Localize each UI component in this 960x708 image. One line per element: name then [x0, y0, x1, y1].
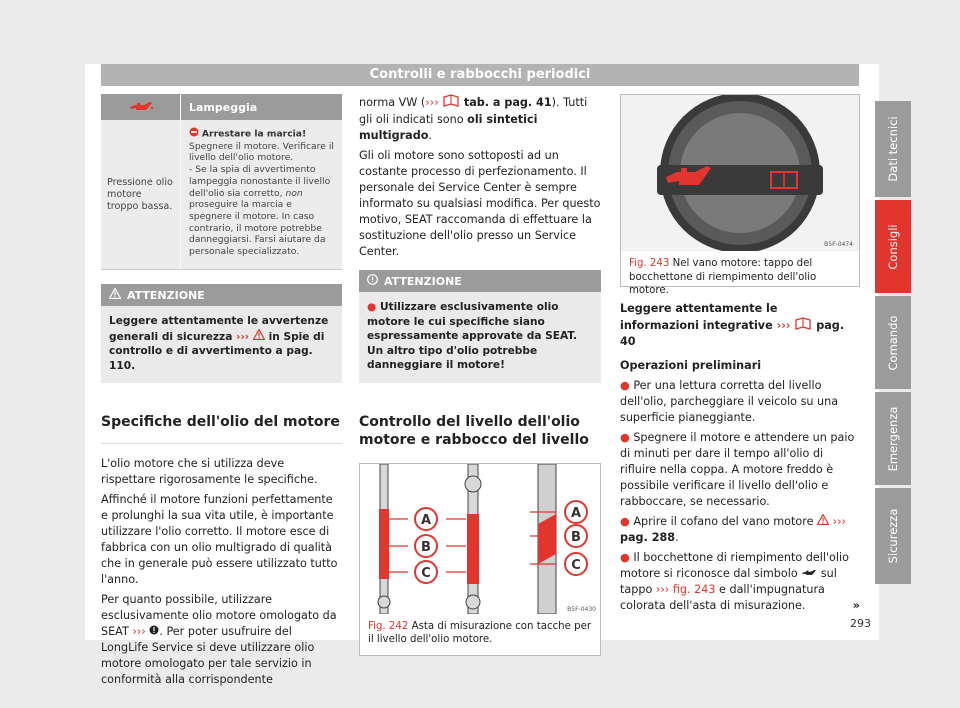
oil-cap-illustration — [621, 95, 859, 251]
figure-ref-link[interactable]: fig. 243 — [672, 582, 716, 596]
tab-sicurezza[interactable]: Sicurezza — [875, 488, 911, 584]
alert-body-2: - Se la spia di avvertimento lampeggia nonostante il livello dell'olio sia corretto, non proseguire la marcia e spegnere il motore. In caso contrario, il motore potrebbe danneggiarsi. Farsi aiutare da personale specializzato. — [189, 164, 331, 258]
prelim-heading: Operazioni preliminari — [620, 358, 762, 372]
book-icon — [794, 317, 812, 335]
bullet-item: ● Aprire il cofano del vano motore ››› pag. 288. — [620, 514, 847, 544]
row-description — [181, 120, 342, 269]
column-1 — [101, 94, 342, 692]
stop-sign-icon — [189, 127, 199, 141]
label-c: C — [421, 565, 431, 581]
label-b: B — [421, 539, 431, 555]
warning-box-1 — [101, 284, 342, 383]
tab-consigli[interactable]: Consigli — [875, 200, 911, 293]
warning-link-arrows[interactable]: ››› — [236, 330, 250, 343]
link-arrows[interactable]: ››› — [832, 514, 847, 528]
paragraph: Gli oli motore sono sottoposti ad un costante processo di perfezionamento. Il personale dei Service Center è sempre informato su qualsiasi modifica. Per questo motivo, SEAT raccomanda di effettuare la sostituzione dell'olio presso un Service Center. — [359, 149, 601, 258]
label-a: A — [420, 512, 432, 528]
figure-243 — [620, 94, 860, 296]
alert-title: Arrestare la marcia! — [201, 128, 307, 140]
column-3 — [620, 94, 860, 618]
figure-242 — [359, 463, 601, 656]
tab-dati-tecnici[interactable]: Dati tecnici — [875, 101, 911, 197]
bullet-item: ● Il bocchettone di riempimento dell'olio motore si riconosce dal simbolo sul tappo ››› fig. 243 e dall'impugnatura colorata dell'asta di misurazione. » — [620, 550, 860, 612]
column-2 — [359, 94, 601, 656]
table-ref-link[interactable]: tab. a pag. 41 — [463, 96, 552, 109]
book-icon — [442, 94, 460, 112]
row-label: Pressione olio motore troppo bassa. — [101, 120, 181, 269]
warning-box-body: Leggere attentamente le avvertenze generali di sicurezza ››› in Spie di controllo e di avvertimento a pag. 110. — [109, 315, 329, 372]
figure-caption: Fig. 242 Asta di misurazione con tacche per il livello dell'olio motore. — [368, 620, 592, 645]
warning-box-body: ● Utilizzare esclusivamente olio motore le cui specifiche siano espressamente approvate da SEAT. Un altro tipo d'olio potrebbe danneggiare il motore! — [367, 301, 578, 371]
figure-code: B5F-0474 — [824, 241, 853, 248]
tab-emergenza[interactable]: Emergenza — [875, 392, 911, 485]
oil-can-icon — [101, 94, 181, 120]
warning-box-header: ATTENZIONE — [359, 270, 601, 292]
section-title-oil-specs: Specifiche dell'olio del motore — [101, 414, 340, 430]
link-arrows[interactable]: ››› — [132, 625, 146, 638]
section-title-oil-level: Controllo del livello dell'olio motore e rabbocco del livello — [359, 413, 589, 448]
bullet-item: ● Spegnere il motore e attendere un paio di minuti per dare il tempo all'olio di rifluire nella coppa. A motore freddo è possibile verificare il livello dell'olio e rabboccare, se necessario. — [620, 430, 855, 508]
table-col-head: Lampeggia — [189, 100, 258, 114]
oil-can-icon — [801, 566, 817, 582]
paragraph: L'olio motore che si utilizza deve rispettare rigorosamente le specifiche. — [101, 457, 318, 486]
figure-code: B5F-0430 — [567, 605, 596, 613]
bullet-item: ● Per una lettura corretta del livello dell'olio, parcheggiare il veicolo su una superficie pianeggiante. — [620, 378, 839, 424]
page-ref-link[interactable]: pag. 40 — [620, 318, 845, 348]
warning-box-2 — [359, 270, 601, 383]
table-row — [101, 120, 342, 270]
page-number: 293 — [850, 617, 871, 630]
warning-box-header: ATTENZIONE — [101, 284, 342, 306]
table-header — [101, 94, 342, 120]
page-ref-link[interactable]: pag. 288 — [620, 530, 676, 544]
paragraph: Per quanto possibile, utilizzare esclusivamente olio motore omologato da SEAT ››› . Per poter usufruire del LongLife Service si deve utilizzare olio motore omologato per tale servizio in conformità alla corrispondente — [101, 593, 337, 686]
warning-triangle-icon — [253, 329, 265, 345]
link-arrows[interactable]: ››› — [776, 318, 791, 332]
info-circle-icon — [367, 274, 378, 288]
tab-comando[interactable]: Comando — [875, 296, 911, 389]
dipstick-illustration — [360, 464, 600, 614]
warning-triangle-icon — [109, 288, 121, 302]
lead-text: Leggere attentamente le informazioni integrative ››› pag. 40 — [620, 302, 845, 348]
continue-mark: » — [852, 598, 860, 612]
info-circle-icon — [149, 624, 159, 640]
label-b: B — [571, 529, 581, 545]
paragraph: Affinché il motore funzioni perfettamente e prolunghi la sua vita utile, è importante utilizzare l'olio corretto. Il motore esce di fabbrica con un olio multigrado di qualità che in generale può essere utilizzato tutto l'anno. — [101, 493, 338, 586]
label-a: A — [570, 505, 582, 521]
label-c: C — [571, 557, 581, 573]
warning-triangle-icon — [817, 514, 829, 530]
page-header: Controlli e rabbocchi periodici — [101, 64, 859, 86]
link-arrows[interactable]: ››› — [425, 96, 439, 109]
link-arrows[interactable]: ››› — [655, 582, 670, 596]
paragraph: norma VW (››› tab. a pag. 41). Tutti gli oli indicati sono oli sintetici multigrado. — [359, 96, 588, 142]
warning-light-table — [101, 94, 342, 270]
figure-caption: Fig. 243 Nel vano motore: tappo del bocchettone di riempimento dell'olio motore. — [629, 258, 817, 296]
alert-body-1: Spegnere il motore. Verificare il livello dell'olio motore. — [189, 140, 334, 164]
